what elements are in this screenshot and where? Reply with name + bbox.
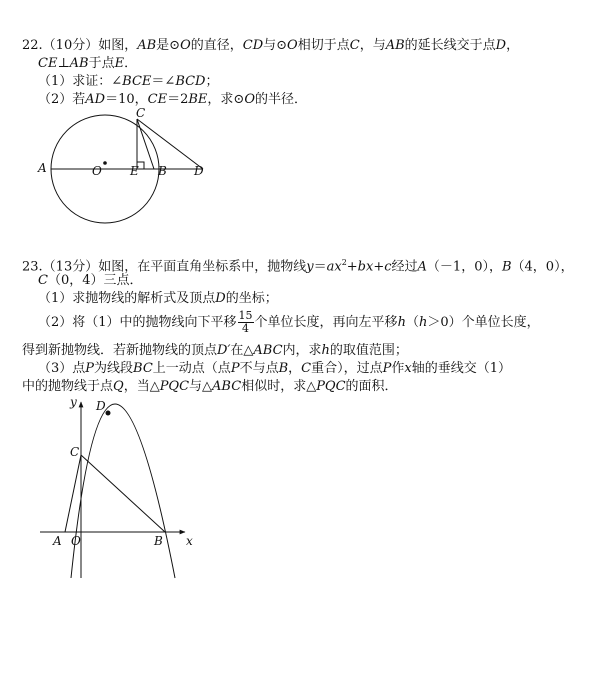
label-c: C: [136, 106, 146, 120]
q23-line2: C（0，4）三点．: [38, 273, 143, 288]
q23-part2-cont: 得到新抛物线．若新抛物线的顶点D′在△ABC内，求h的取值范围；: [22, 343, 408, 358]
parabola: [71, 404, 175, 578]
label-x: x: [186, 534, 193, 548]
q22-part1: （1）求证：∠BCE＝∠BCD；: [38, 74, 219, 89]
segment-ac: [65, 455, 81, 532]
q23-part3: （3）点P为线段BC上一动点（点P不与点B，C重合），过点P作x轴的垂线交（1）: [38, 361, 512, 376]
q23-part2: （2）将（1）中的抛物线向下平移 $\frac{15}{4}$ 个单位长度，再向左平移h（h＞0）个单位长度，: [38, 309, 540, 335]
label-a: A: [53, 534, 62, 548]
label-a: A: [38, 161, 47, 175]
vertex-d: [106, 411, 111, 416]
q23-part1: （1）求抛物线的解析式及顶点D的坐标；: [38, 291, 278, 306]
label-b: B: [158, 164, 167, 178]
label-o: O: [92, 164, 102, 178]
q23-part3-cont: 中的抛物线于点Q，当△PQC与△ABC相似时，求△PQC的面积．: [22, 379, 398, 394]
label-e: E: [130, 164, 139, 178]
q22-part2: （2）若AD＝10，CE＝2BE，求⊙O的半径．: [38, 92, 307, 107]
label-o: O: [71, 534, 81, 548]
segment-cb: [81, 455, 165, 532]
fraction-15-4: $\frac{15}{4}$: [238, 309, 253, 335]
label-d: D: [194, 164, 204, 178]
q22-line1: 22.（10分）如图，AB是⊙O的直径，CD与⊙O相切于点C，与AB的延长线交于点D，: [22, 38, 520, 53]
label-b: B: [154, 534, 163, 548]
q23-line1: 23.（13分）如图，在平面直角坐标系中，抛物线$y=ax^2+bx+c$经过A（－1，0），B（4，0），: [22, 258, 574, 275]
label-c: C: [70, 445, 80, 459]
q22-line2: CE⊥AB于点E．: [38, 56, 138, 71]
label-d: D: [96, 399, 106, 413]
label-y: y: [70, 395, 77, 409]
